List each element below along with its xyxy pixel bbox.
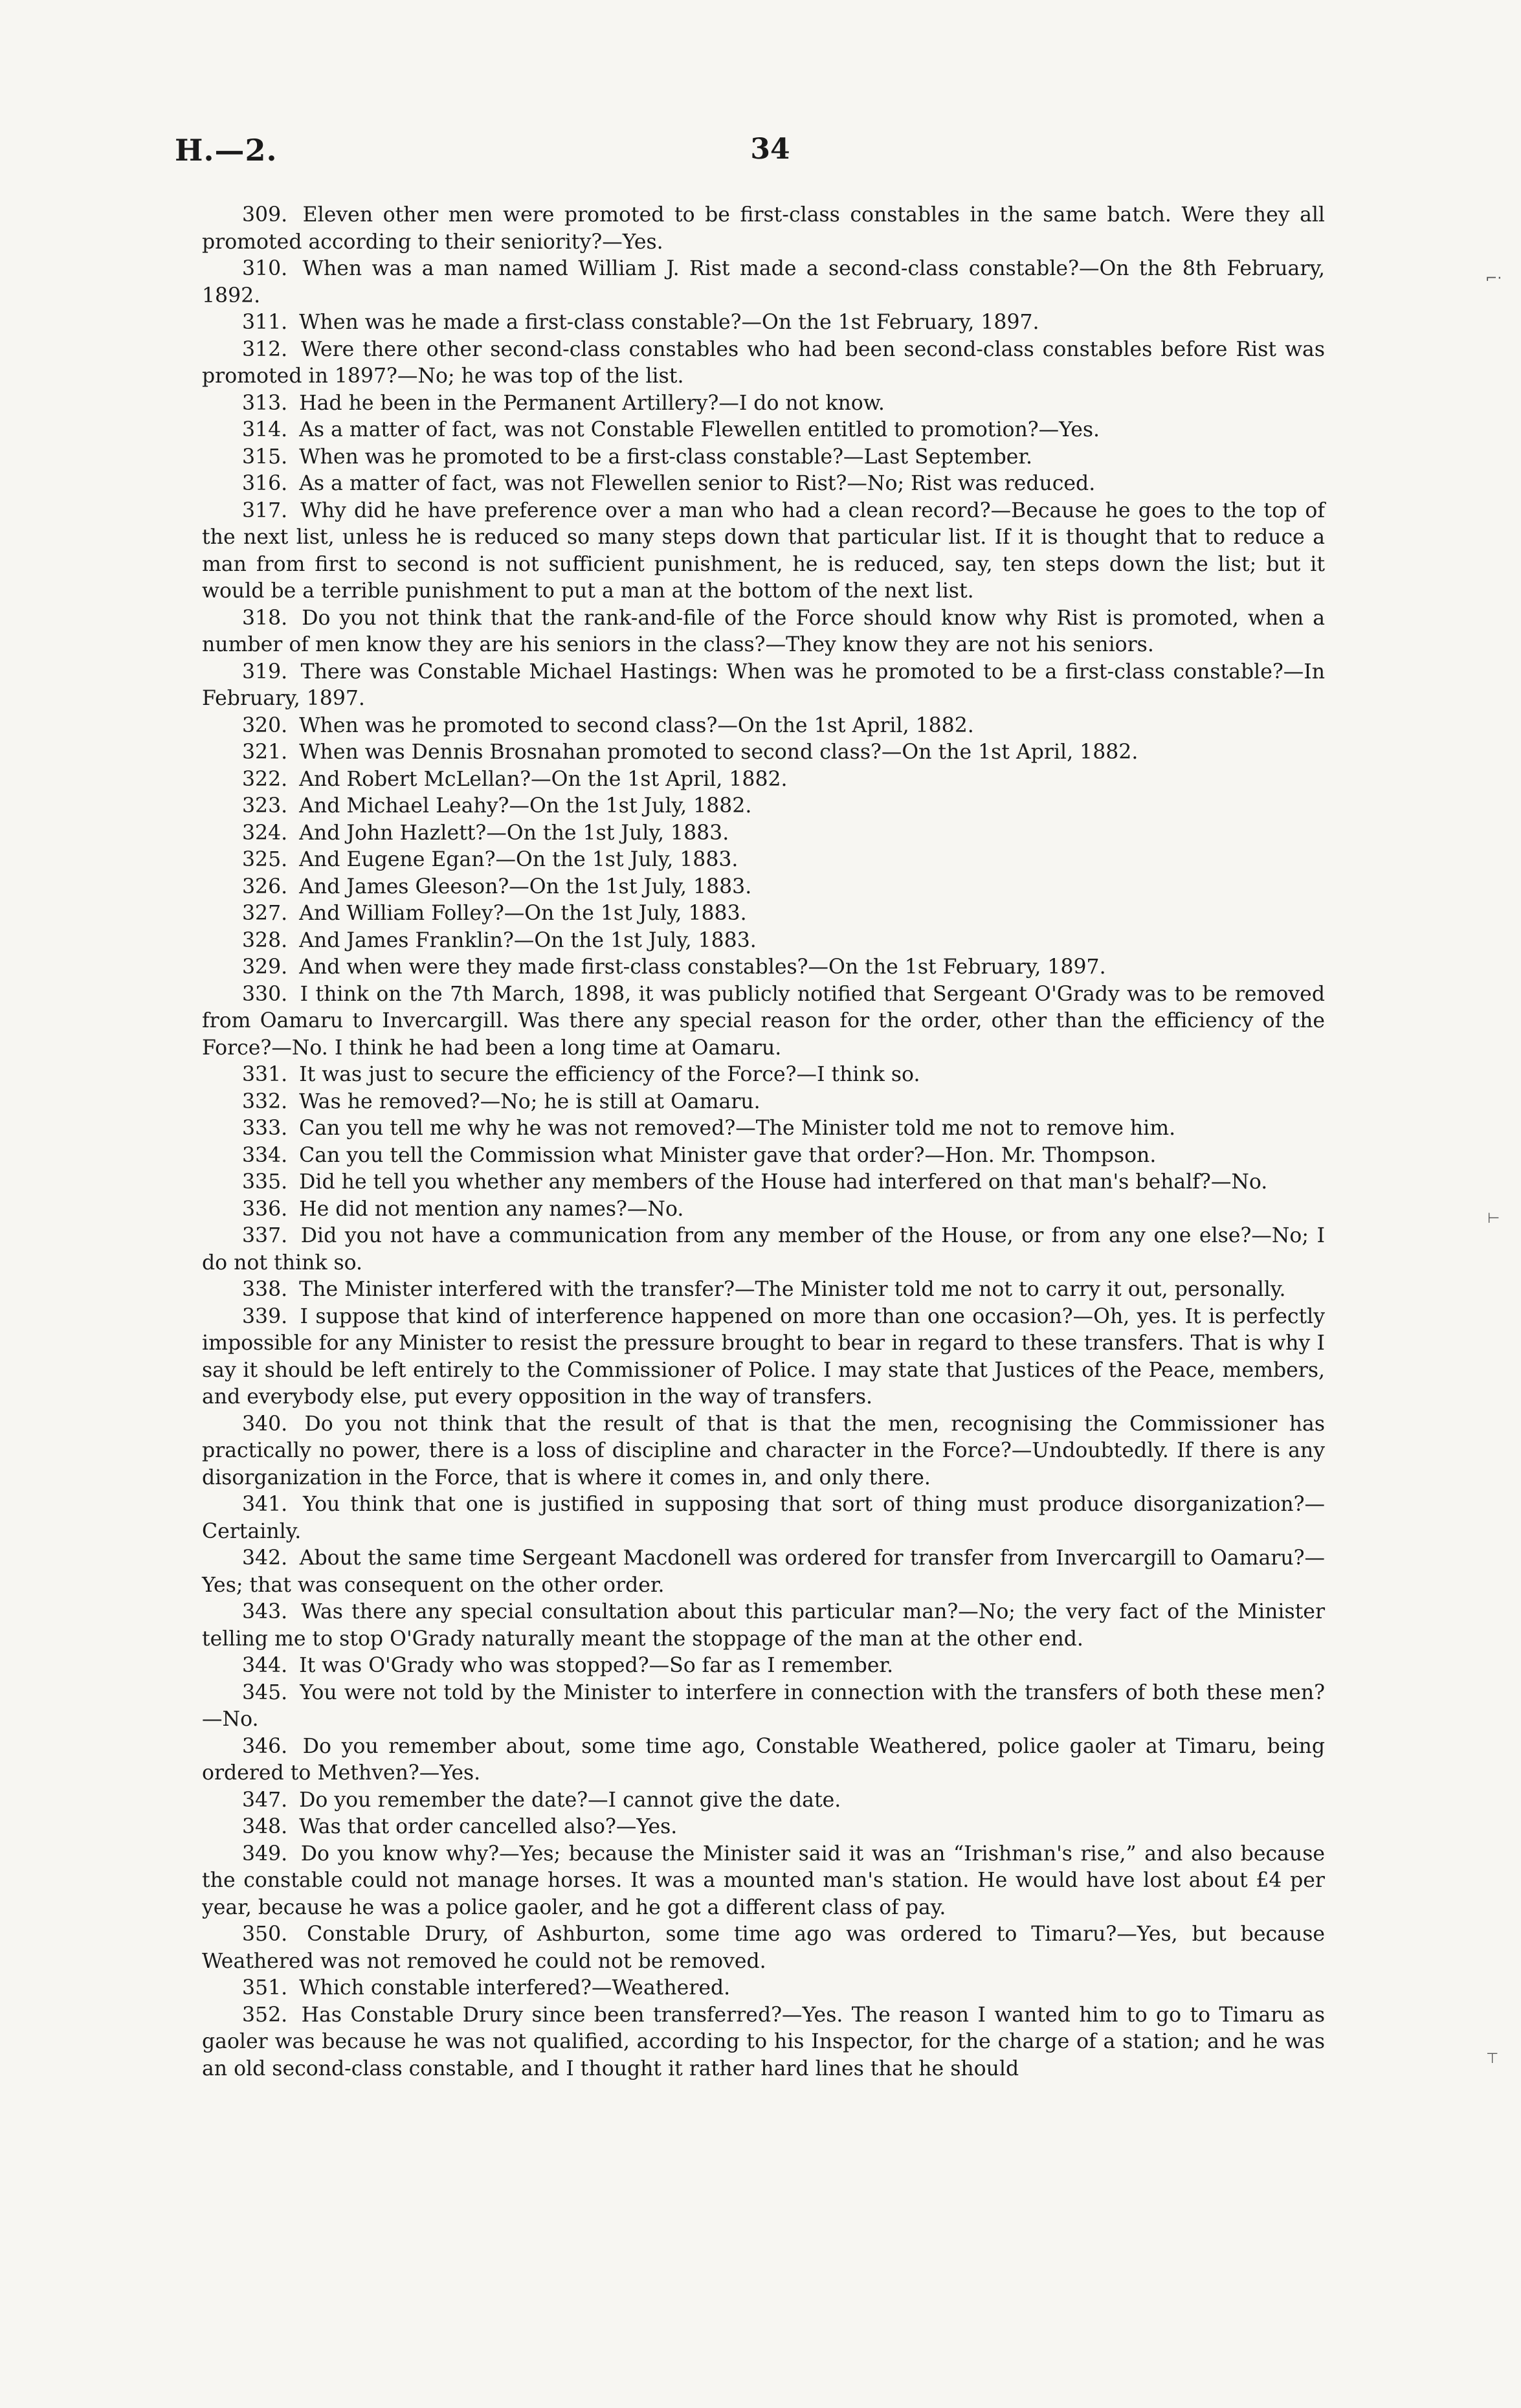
question-paragraph bbox=[202, 847, 1325, 874]
question-number: 320. bbox=[242, 713, 288, 737]
question-number: 337. bbox=[242, 1224, 288, 1247]
question-paragraph bbox=[202, 444, 1325, 471]
question-text: As a matter of fact, was not Flewellen senior to Rist?—No; Rist was reduced. bbox=[299, 472, 1096, 495]
question-number: 314. bbox=[242, 418, 288, 441]
question-number: 331. bbox=[242, 1063, 288, 1086]
question-paragraph bbox=[202, 793, 1325, 820]
question-number: 309. bbox=[242, 203, 288, 227]
question-number: 333. bbox=[242, 1117, 288, 1140]
question-paragraph bbox=[202, 874, 1325, 901]
question-text: I think on the 7th March, 1898, it was publicly notified that Sergeant O'Grady was to be removed from Oamaru to Invercargill. Was there any special reason for the order, other than the efficiency of the Force?—No. I think he had been a long time at Oamaru. bbox=[202, 982, 1325, 1060]
document-reference: H.—2. bbox=[175, 133, 278, 168]
question-number: 335. bbox=[242, 1170, 288, 1194]
question-number: 313. bbox=[242, 391, 288, 415]
question-number: 327. bbox=[242, 902, 288, 925]
question-text: When was he made a first-class constable?—On the 1st February, 1897. bbox=[299, 311, 1039, 334]
question-paragraph bbox=[202, 471, 1325, 498]
question-number: 316. bbox=[242, 472, 288, 495]
question-text: As a matter of fact, was not Constable Flewellen entitled to promotion?—Yes. bbox=[299, 418, 1100, 441]
question-number: 324. bbox=[242, 821, 288, 845]
question-paragraph bbox=[202, 498, 1325, 605]
question-number: 348. bbox=[242, 1815, 288, 1838]
question-number: 326. bbox=[242, 875, 288, 898]
question-number: 332. bbox=[242, 1089, 288, 1113]
question-text: Can you tell the Commission what Minister gave that order?—Hon. Mr. Thompson. bbox=[299, 1143, 1157, 1167]
question-text: Did you not have a communication from any member of the House, or from any one else?—No; I do not think so. bbox=[202, 1224, 1326, 1275]
question-text: When was a man named William J. Rist made a second-class constable?—On the 8th February, 1892. bbox=[202, 257, 1325, 307]
question-number: 342. bbox=[242, 1546, 288, 1570]
question-number: 319. bbox=[242, 660, 288, 684]
question-paragraph bbox=[202, 202, 1325, 256]
question-number: 325. bbox=[242, 848, 288, 871]
question-number: 344. bbox=[242, 1654, 288, 1677]
question-paragraph bbox=[202, 1787, 1325, 1814]
question-text: Was that order cancelled also?—Yes. bbox=[299, 1815, 678, 1838]
question-paragraph bbox=[202, 1491, 1325, 1545]
question-number: 321. bbox=[242, 741, 288, 764]
question-paragraph bbox=[202, 1411, 1325, 1492]
question-paragraph bbox=[202, 605, 1325, 659]
question-text: You think that one is justified in supposing that sort of thing must produce disorganization?—Certainly. bbox=[202, 1493, 1325, 1543]
question-paragraph bbox=[202, 1680, 1325, 1734]
question-number: 340. bbox=[242, 1412, 288, 1436]
question-paragraph bbox=[202, 1196, 1325, 1223]
question-paragraph bbox=[202, 1653, 1325, 1680]
question-text: Was he removed?—No; he is still at Oamaru. bbox=[299, 1089, 760, 1113]
question-paragraph bbox=[202, 981, 1325, 1062]
question-number: 347. bbox=[242, 1788, 288, 1812]
question-text: Constable Drury, of Ashburton, some time ago was ordered to Timaru?—Yes, but because Weathered was not removed he could not be removed. bbox=[202, 1923, 1326, 1973]
question-text: He did not mention any names?—No. bbox=[299, 1197, 684, 1221]
question-text: Was there any special consultation about this particular man?—No; the very fact of the Minister telling me to stop O'Grady naturally meant the stoppage of the man at the other end. bbox=[202, 1600, 1325, 1651]
question-number: 315. bbox=[242, 445, 288, 469]
testimony-body bbox=[202, 202, 1325, 2082]
question-text: Eleven other men were promoted to be first-class constables in the same batch. Were they all promoted according to their seniority?—Yes. bbox=[202, 203, 1325, 254]
question-paragraph bbox=[202, 2002, 1325, 2083]
question-text: And James Gleeson?—On the 1st July, 1883. bbox=[299, 875, 752, 898]
question-number: 323. bbox=[242, 794, 288, 818]
margin-mark: ⊢ bbox=[1487, 1210, 1500, 1227]
question-text: And when were they made first-class constables?—On the 1st February, 1897. bbox=[299, 955, 1106, 979]
question-number: 310. bbox=[242, 257, 288, 280]
question-paragraph bbox=[202, 713, 1325, 740]
question-paragraph bbox=[202, 954, 1325, 981]
question-text: The Minister interfered with the transfer?—The Minister told me not to carry it out, personally. bbox=[299, 1278, 1286, 1301]
question-text: Do you remember the date?—I cannot give the date. bbox=[299, 1788, 841, 1812]
question-text: Were there other second-class constables who had been second-class constables before Rist was promoted in 1897?—No; he was top of the list. bbox=[202, 337, 1326, 388]
question-text: I suppose that kind of interference happened on more than one occasion?—Oh, yes. It is perfectly impossible for any Minister to resist the pressure brought to bear in regard to these transfers. That is why I say it should be left entirely to the Commissioner of Police. I may state that Justices of the Peace, members, and everybody else, put every opposition in the way of transfers. bbox=[202, 1304, 1326, 1409]
question-text: And James Franklin?—On the 1st July, 1883. bbox=[299, 928, 757, 952]
question-text: And Robert McLellan?—On the 1st April, 1882. bbox=[299, 767, 788, 791]
question-paragraph bbox=[202, 1975, 1325, 2002]
question-number: 318. bbox=[242, 606, 288, 630]
question-text: Do you know why?—Yes; because the Minister said it was an “Irishman's rise,” and also because the constable could not manage horses. It was a mounted man's station. He would have lost about £4 per year, because he was a police gaoler, and he got a different class of pay. bbox=[202, 1842, 1325, 1919]
question-text: Has Constable Drury since been transferred?—Yes. The reason I wanted him to go to Timaru as gaoler was because he was not qualified, according to his Inspector, for the charge of a station; and he was an old second-class constable, and I thought it rather hard lines that he should bbox=[202, 2003, 1326, 2080]
question-number: 351. bbox=[242, 1976, 288, 2000]
page-header bbox=[175, 133, 1343, 172]
question-number: 349. bbox=[242, 1842, 288, 1866]
page-number: 34 bbox=[750, 133, 790, 166]
question-text: And John Hazlett?—On the 1st July, 1883. bbox=[299, 821, 729, 845]
question-text: When was he promoted to be a first-class constable?—Last September. bbox=[299, 445, 1033, 469]
question-text: Do you not think that the rank-and-file of the Force should know why Rist is promoted, when a number of men know they are his seniors in the class?—They know they are not his seniors. bbox=[202, 606, 1325, 656]
question-number: 317. bbox=[242, 498, 288, 522]
question-paragraph bbox=[202, 1921, 1325, 1975]
question-text: It was O'Grady who was stopped?—So far as I remember. bbox=[299, 1654, 894, 1677]
question-paragraph bbox=[202, 1115, 1325, 1143]
question-paragraph bbox=[202, 256, 1325, 309]
question-paragraph bbox=[202, 900, 1325, 928]
question-paragraph bbox=[202, 1734, 1325, 1787]
question-text: Do you remember about, some time ago, Constable Weathered, police gaoler at Timaru, being ordered to Methven?—Yes. bbox=[202, 1734, 1326, 1785]
question-paragraph bbox=[202, 337, 1325, 390]
question-number: 345. bbox=[242, 1680, 288, 1704]
question-paragraph bbox=[202, 820, 1325, 847]
question-text: And Eugene Egan?—On the 1st July, 1883. bbox=[299, 848, 738, 871]
question-paragraph bbox=[202, 1545, 1325, 1599]
question-number: 334. bbox=[242, 1143, 288, 1167]
question-number: 346. bbox=[242, 1734, 288, 1758]
question-paragraph bbox=[202, 1089, 1325, 1116]
question-text: And William Folley?—On the 1st July, 1883. bbox=[299, 902, 747, 925]
question-paragraph bbox=[202, 1599, 1325, 1653]
question-paragraph bbox=[202, 1814, 1325, 1841]
question-paragraph bbox=[202, 1062, 1325, 1089]
question-paragraph bbox=[202, 1143, 1325, 1170]
question-paragraph bbox=[202, 390, 1325, 418]
question-text: Which constable interfered?—Weathered. bbox=[299, 1976, 731, 2000]
question-number: 336. bbox=[242, 1197, 288, 1221]
question-paragraph bbox=[202, 928, 1325, 955]
question-paragraph bbox=[202, 1223, 1325, 1276]
question-number: 328. bbox=[242, 928, 288, 952]
question-number: 322. bbox=[242, 767, 288, 791]
question-text: You were not told by the Minister to interfere in connection with the transfers of both these men?—No. bbox=[202, 1680, 1325, 1731]
question-number: 341. bbox=[242, 1493, 288, 1516]
question-text: It was just to secure the efficiency of the Force?—I think so. bbox=[299, 1063, 920, 1086]
question-paragraph bbox=[202, 766, 1325, 794]
question-number: 339. bbox=[242, 1304, 288, 1328]
question-text: When was Dennis Brosnahan promoted to second class?—On the 1st April, 1882. bbox=[299, 741, 1138, 764]
margin-mark: ⌐· bbox=[1485, 271, 1502, 287]
question-number: 338. bbox=[242, 1278, 288, 1301]
question-text: When was he promoted to second class?—On the 1st April, 1882. bbox=[299, 713, 974, 737]
question-number: 312. bbox=[242, 337, 288, 361]
question-text: About the same time Sergeant Macdonell was ordered for transfer from Invercargill to Oamaru?—Yes; that was consequent on the other order. bbox=[202, 1546, 1325, 1597]
question-number: 311. bbox=[242, 311, 288, 334]
question-number: 352. bbox=[242, 2003, 288, 2027]
margin-mark: ⊤ bbox=[1486, 2051, 1499, 2067]
question-text: Did he tell you whether any members of the House had interfered on that man's behalf?—No. bbox=[299, 1170, 1268, 1194]
question-paragraph bbox=[202, 1276, 1325, 1304]
question-paragraph bbox=[202, 309, 1325, 337]
question-paragraph bbox=[202, 1841, 1325, 1922]
question-number: 343. bbox=[242, 1600, 288, 1623]
question-text: And Michael Leahy?—On the 1st July, 1882. bbox=[299, 794, 752, 818]
question-number: 350. bbox=[242, 1923, 288, 1946]
question-text: Had he been in the Permanent Artillery?—I do not know. bbox=[299, 391, 885, 415]
question-text: Do you not think that the result of that is that the men, recognising the Commissioner has practically no power, there is a loss of discipline and character in the Force?—Undoubtedly. If there is any disorganization in the Force, that is where it comes in, and only there. bbox=[202, 1412, 1325, 1489]
question-number: 329. bbox=[242, 955, 288, 979]
question-text: There was Constable Michael Hastings: When was he promoted to be a first-class constable?—In February, 1897. bbox=[202, 660, 1326, 710]
question-paragraph bbox=[202, 659, 1325, 713]
question-paragraph bbox=[202, 417, 1325, 444]
question-text: Why did he have preference over a man who had a clean record?—Because he goes to the top of the next list, unless he is reduced so many steps down that particular list. If it is thought that to reduce a man from first to second is not sufficient punishment, he is reduced, say, ten steps down the list; but it would be a terrible punishment to put a man at the bottom of the next list. bbox=[202, 498, 1326, 603]
question-paragraph bbox=[202, 739, 1325, 766]
question-paragraph bbox=[202, 1169, 1325, 1196]
question-text: Can you tell me why he was not removed?—The Minister told me not to remove him. bbox=[299, 1117, 1176, 1140]
question-paragraph bbox=[202, 1304, 1325, 1411]
question-number: 330. bbox=[242, 982, 288, 1006]
